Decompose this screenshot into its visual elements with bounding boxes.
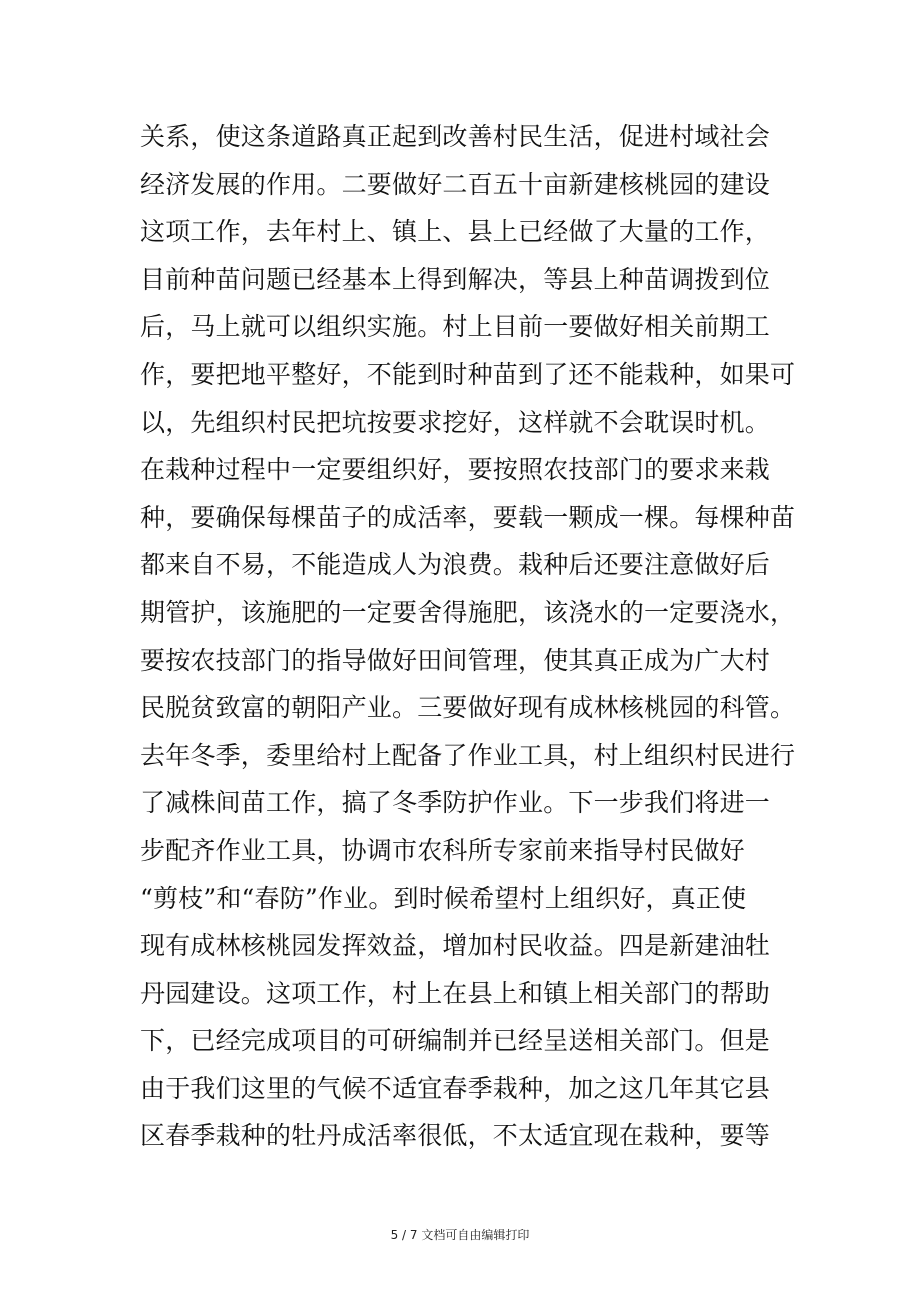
text-line: 作，要把地平整好，不能到时种苗到了还不能栽种，如果可 — [140, 359, 796, 389]
text-line: 这项工作，去年村上、镇上、县上已经做了大量的工作， — [140, 217, 771, 247]
text-line: “剪枝”和“春防”作业。到时候希望村上组织好，真正使 — [140, 883, 747, 913]
text-line: 去年冬季，委里给村上配备了作业工具，村上组织村民进行 — [140, 740, 796, 770]
text-line: 民脱贫致富的朝阳产业。三要做好现有成林核桃园的科管。 — [140, 693, 796, 723]
text-line: 要按农技部门的指导做好田间管理，使其真正成为广大村 — [140, 645, 771, 675]
text-line: 区春季栽种的牡丹成活率很低，不太适宜现在栽种，要等 — [140, 1121, 771, 1151]
text-line: 目前种苗问题已经基本上得到解决，等县上种苗调拨到位 — [140, 264, 771, 294]
text-line: 现有成林核桃园发挥效益，增加村民收益。四是新建油牡 — [140, 931, 771, 961]
page-footer: 5 / 7 文档可自由编辑打印 — [390, 1228, 530, 1242]
text-line: 都来自不易，不能造成人为浪费。栽种后还要注意做好后 — [140, 550, 771, 580]
text-line: 经济发展的作用。二要做好二百五十亩新建核桃园的建设 — [140, 169, 771, 199]
text-line: 后，马上就可以组织实施。村上目前一要做好相关前期工 — [140, 312, 771, 342]
text-line: 步配齐作业工具，协调市农科所专家前来指导村民做好 — [140, 835, 745, 865]
text-line: 关系，使这条道路真正起到改善村民生活，促进村域社会 — [140, 122, 771, 151]
text-line: 期管护，该施肥的一定要舍得施肥，该浇水的一定要浇水， — [140, 597, 796, 627]
text-line: 由于我们这里的气候不适宜春季栽种，加之这几年其它县 — [140, 1073, 771, 1103]
body-text — [140, 113, 800, 1160]
text-line: 种，要确保每棵苗子的成活率，要载一颗成一棵。每棵种苗 — [140, 502, 796, 532]
text-line: 下，已经完成项目的可研编制并已经呈送相关部门。但是 — [140, 1026, 771, 1056]
text-line: 了减株间苗工作，搞了冬季防护作业。下一步我们将进一 — [140, 788, 771, 818]
text-line: 以，先组织村民把坑按要求挖好，这样就不会耽误时机。 — [140, 407, 771, 437]
text-line: 丹园建设。这项工作，村上在县上和镇上相关部门的帮助 — [140, 978, 771, 1008]
text-line: 在栽种过程中一定要组织好，要按照农技部门的要求来栽 — [140, 455, 771, 485]
